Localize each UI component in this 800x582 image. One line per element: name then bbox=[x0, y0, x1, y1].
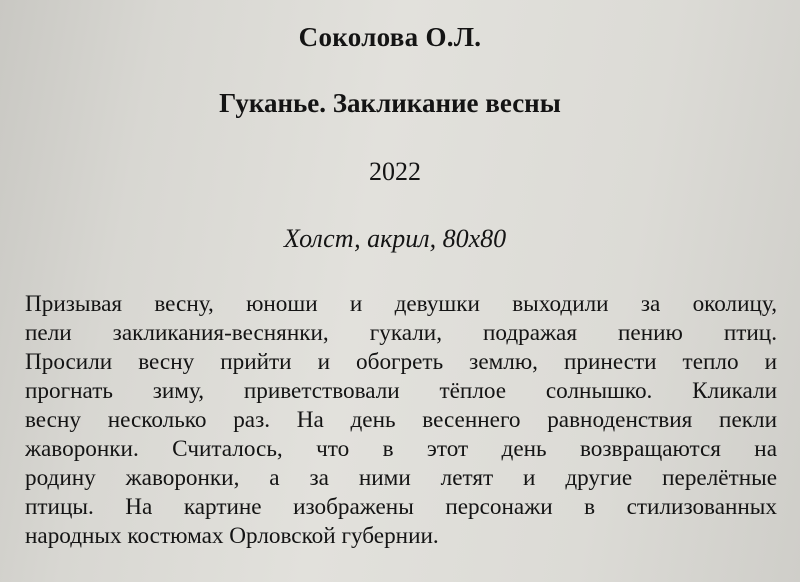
description-line: Призывая весну, юноши и девушки выходили за околицу, bbox=[25, 291, 777, 317]
artwork-description bbox=[25, 290, 777, 551]
description-line: птицы. На картине изображены персонажи в стилизованных bbox=[25, 494, 777, 520]
description-line: Просили весну прийти и обогреть землю, принести тепло и bbox=[25, 349, 777, 375]
description-line: прогнать зиму, приветствовали тёплое солнышко. Кликали bbox=[25, 378, 777, 404]
description-line: жаворонки. Считалось, что в этот день возвращаются на bbox=[25, 436, 777, 462]
description-line: родину жаворонки, а за ними летят и другие перелётные bbox=[25, 465, 777, 491]
description-line: весну несколько раз. На день весеннего равноденствия пекли bbox=[25, 407, 777, 433]
artwork-year: 2022 bbox=[369, 157, 421, 186]
artwork-medium: Холст, акрил, 80х80 bbox=[283, 224, 507, 253]
description-line: пели закликания-веснянки, гукали, подражая пению птиц. bbox=[25, 320, 777, 346]
description-line: народных костюмах Орловской губернии. bbox=[25, 523, 439, 549]
author-name: Соколова О.Л. bbox=[298, 22, 482, 52]
artwork-title: Гуканье. Закликание весны bbox=[219, 88, 561, 118]
